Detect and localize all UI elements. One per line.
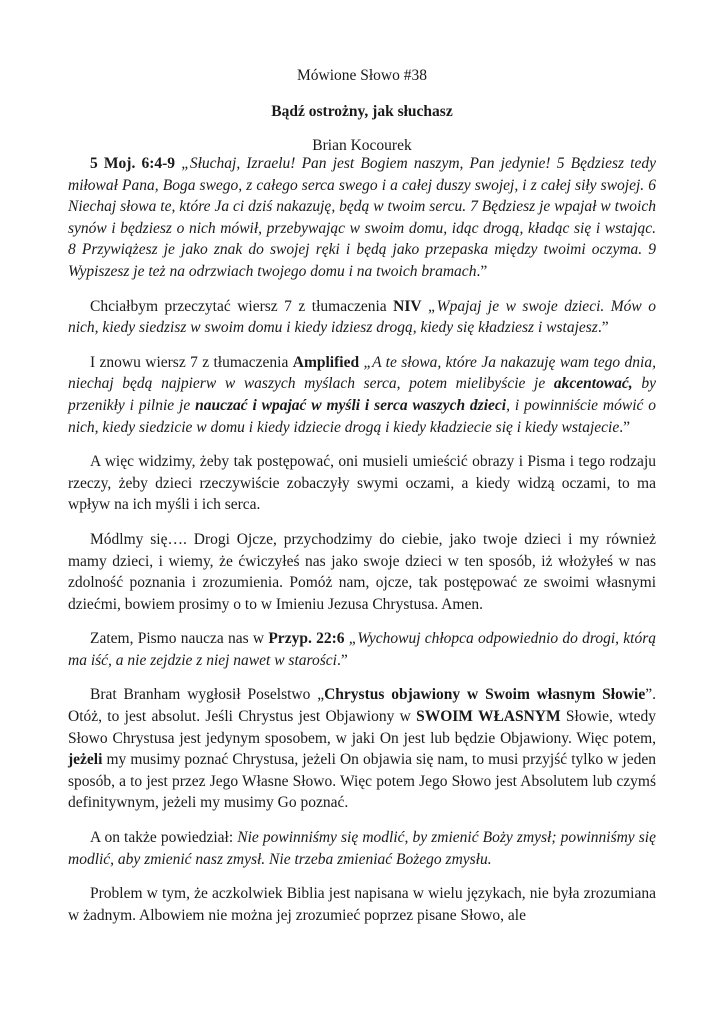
paragraph-text: I znowu wiersz 7 z tłumaczenia: [90, 353, 293, 371]
quote-end: .”: [597, 319, 609, 337]
paragraph-deuteronomy: [68, 153, 656, 283]
paragraph-text: Słowie, wtedy Słowo Chrystusa jest jedynym sposobem, w jaki On jest lub będzie Objawiony. Więc potem,: [68, 708, 656, 747]
message-title: Chrystus objawiony w Swoim własnym Słowie: [324, 686, 646, 704]
series-heading: Mówione Słowo #38: [296, 67, 428, 84]
emphasis-text: SWOIM WŁASNYM: [416, 708, 561, 726]
quote-end: .”: [619, 418, 630, 436]
paragraph-text: A on także powiedział:: [90, 829, 238, 847]
sermon-title: Bądź ostrożny, jak słuchasz: [271, 103, 453, 120]
scripture-quote: „Wychowuj chłopca odpowiednio do drogi, którą ma iść, a nie zejdzie z niej nawet w starości: [68, 630, 656, 669]
scripture-quote: by przenikły i pilnie je: [68, 375, 656, 414]
paragraph-prayer-quote: [68, 827, 656, 870]
paragraph-amplified: [68, 352, 656, 438]
scripture-reference: 5 Moj. 6:4-9: [90, 155, 176, 172]
paragraph-branham: [68, 684, 656, 814]
scripture-quote: , i powinniście mówić o nich, kiedy siedzicie w domu i kiedy idziecie drogą i kiedy kładziecie się i kiedy wstajecie: [68, 396, 656, 436]
emphasis-text: jeżeli: [68, 751, 103, 769]
paragraph-images: A więc widzimy, żeby tak postępować, oni musieli umieścić obrazy i Pisma i tego rodzaju rzeczy, żeby dzieci rzeczywiście zobaczyły swymi oczami, a kiedy widzą oczami, to ma wpływ na ich myśli i ich serca.: [68, 453, 656, 514]
paragraph-text: my musimy poznać Chrystusa, jeżeli On objawia się nam, to musi przyjść tylko w jeden sposób, a to jest przez Jego Własne Słowo. Więc potem Jego Słowo jest Absolutem lub czymś definitywnym, jeżeli my musimy Go poznać.: [68, 751, 656, 812]
quote-end: .”: [336, 651, 348, 669]
emphasis-text: nauczać i wpajać w myśli i serca waszych dzieci: [195, 396, 507, 414]
paragraph-text: Brat Branham wygłosił Poselstwo „: [90, 686, 325, 704]
scripture-quote: „Wpajaj je w swoje dzieci. Mów o nich, kiedy siedzisz w swoim domu i kiedy idziesz drogą, kiedy się kładziesz i wstajesz: [68, 297, 656, 337]
scripture-reference: Przyp. 22:6: [268, 630, 345, 648]
translation-name: Amplified: [292, 353, 360, 371]
paragraph-text: ”. Otóż, to jest absolut. Jeśli Chrystus jest Objawiony w: [68, 686, 656, 726]
paragraph-prayer: Módlmy się…. Drogi Ojcze, przychodzimy do ciebie, jako twoje dzieci i my również mamy dzieci, i wiemy, że ćwiczyłeś nas jako swoje dzieci w ten sposób, iż włożyłeś w nas zdolność poznania i zrozumienia. Pomóż nam, ojcze, tak postępować ze swoimi własnymi dziećmi, bowiem prosimy o to w Imieniu Jezusa Chrystusa. Amen.: [68, 530, 656, 613]
document-body: [68, 153, 656, 926]
scripture-quote: „A te słowa, które Ja nakazuję wam tego dnia, niechaj będą najpierw w waszych myślach serca, potem mielibyście je: [68, 353, 656, 393]
author-name: Brian Kocourek: [312, 137, 412, 154]
quote-end: .”: [476, 262, 488, 280]
paragraph-proverbs: [68, 628, 656, 671]
paragraph-text: Chciałbym przeczytać wiersz 7 z tłumaczenia: [90, 297, 394, 315]
paragraph-text: Zatem, Pismo naucza nas w: [90, 630, 269, 648]
emphasis-text: akcentować,: [553, 375, 633, 393]
paragraph-problem: Problem w tym, że aczkolwiek Biblia jest napisana w wielu językach, nie była zrozumiana w żadnym. Albowiem nie można jej zrozumieć poprzez pisane Słowo, ale: [68, 885, 656, 924]
translation-name: NIV: [393, 297, 422, 315]
scripture-quote: „Słuchaj, Izraelu! Pan jest Bogiem naszym, Pan jedynie! 5 Będziesz tedy miłował Pana, Boga swego, z całego serca swego i a całej duszy swojej, i z całej siły swojej. 6 Niechaj słowa te, które Ja ci dziś nakazuję, będą w twoim sercu. 7 Będziesz je wpajał w twoich synów i będziesz o nich mówił, przebywając w swoim domu, idąc drogą, kładąc się i wstając. 8 Przywiążesz je jako znak do swojej ręki i będą jako przepaska między twoimi oczyma. 9 Wypiszesz je też na odrzwiach twojego domu i na twoich bramach: [68, 155, 656, 280]
quote-text: Nie powinniśmy się modlić, by zmienić Boży zmysł; powinniśmy się modlić, aby zmienić nasz zmysł. Nie trzeba zmieniać Bożego zmysłu.: [68, 829, 656, 868]
paragraph-niv: [68, 296, 656, 339]
